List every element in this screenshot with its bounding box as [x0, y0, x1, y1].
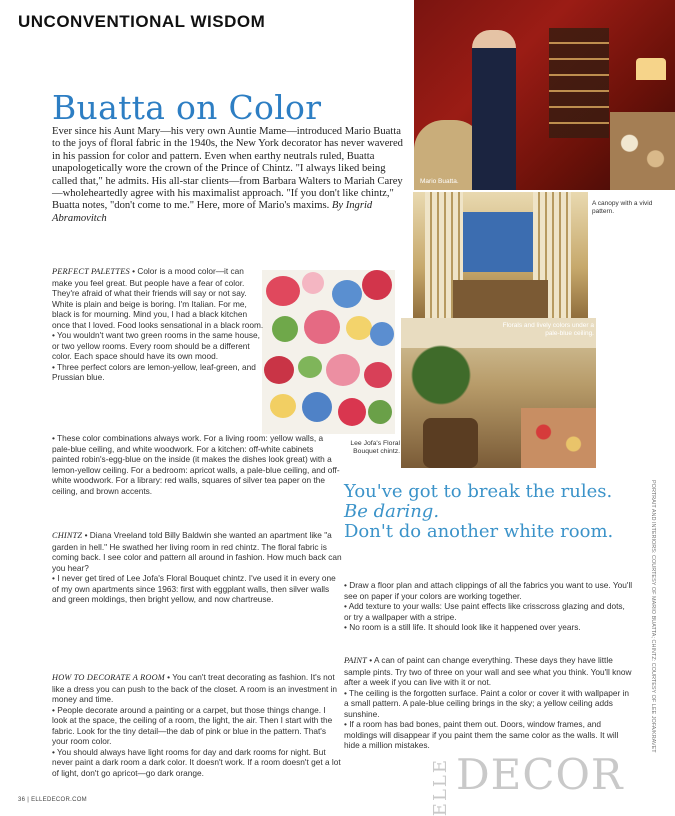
lead-chintz: CHINTZ — [52, 531, 83, 540]
canopy-caption: A canopy with a vivid pattern. — [592, 200, 653, 215]
body-column-left — [52, 266, 264, 383]
bloom-blue — [302, 392, 332, 422]
bullet-texture: • Add texture to your walls: Use paint effects like crisscross glazing and dots, or try a wallpaper with a stripe. — [344, 601, 625, 622]
bullet-bones: • If a room has bad bones, paint them out. Doors, window frames, and moldings will disappear if you paint them the same color as the walls. It will hide a million mistakes. — [344, 719, 619, 750]
lead-decorate: HOW TO DECORATE A ROOM — [52, 673, 165, 682]
bullet-perfect: • Three perfect colors are lemon-yellow, leaf-green, and Prussian blue. — [52, 361, 256, 382]
lead-palettes: PERFECT PALETTES — [52, 267, 130, 276]
headline: Buatta on Color — [52, 88, 322, 127]
body-column-right-upper — [344, 580, 634, 633]
canopy-bed — [453, 280, 548, 319]
portrait-photo — [414, 0, 675, 190]
floral-sofa — [521, 408, 596, 468]
body-column-left-full — [52, 433, 342, 496]
fabric-caption: Lee Jofa's Floral Bouquet chintz. — [350, 440, 400, 456]
body-column-left-bottom — [52, 672, 342, 778]
photo-credit-text: PORTRAIT AND INTERIORS: COURTESY OF MARIO BUATTA; CHINTZ: COURTESY OF LEE JOFA/KRAVET — [650, 480, 656, 753]
byline: By Ingrid Abramovitch — [52, 200, 373, 224]
pull-quote-line-1: You've got to break the rules. — [344, 481, 613, 502]
bullet-day: • You should always have light rooms for day and dark rooms for night. But never paint a dark room a dark color. It doesn't work. If a room doesn't get a lot of light, don't go apricot—go dark orange. — [52, 746, 341, 778]
paragraph-palettes — [52, 266, 264, 330]
room-caption: Florals and lively colors under a pale-blue ceiling. — [502, 322, 594, 337]
leaf-green — [272, 316, 298, 342]
bullet-green: • You wouldn't want two green rooms in the same house, or two yellow rooms. Every room should be a different color. Each space should have its own mood. — [52, 330, 260, 361]
bloom-red — [364, 362, 392, 388]
bloom-red — [362, 270, 392, 300]
bullet-floor: • Draw a floor plan and attach clippings of all the fabrics you want to use. You'll see on paper if your colors are working together. — [344, 580, 633, 601]
logo-elle: ELLE — [430, 758, 451, 816]
chintz-text: • Diana Vreeland told Billy Baldwin she wanted an apartment like "a garden in hell." He swathed her living room in red chintz. The floral fabric is coming back. I see color and pattern all around in fashion. How much back can you hear? — [52, 530, 342, 573]
bloom-red — [338, 398, 366, 426]
leaf-green — [368, 400, 392, 424]
paint-text: • A can of paint can change everything. These days they have little sample pints. Try two of three on your wall and see what you think. You'll know after a week if you can live with it or not. — [344, 655, 632, 687]
paragraph-chintz — [52, 530, 342, 573]
bloom-yellow — [346, 316, 372, 340]
floral-sofa — [610, 112, 675, 190]
portrait-figure — [472, 30, 516, 190]
decorate-text: • You can't treat decorating as fashion. It's not like a dress you can push to the back of the closet. A room is an investment in money and time. — [52, 672, 338, 704]
pull-quote-line-2: Be daring. — [344, 501, 440, 522]
bloom-red — [266, 276, 300, 306]
bloom-pink — [304, 310, 340, 344]
bullet-still: • No room is a still life. It should look like it happened over years. — [344, 622, 581, 632]
plant — [411, 340, 471, 410]
section-label: UNCONVENTIONAL WISDOM — [18, 12, 266, 31]
palettes-text: • Color is a mood color—it can make you feel great. But people have a fear of color. They're afraid of what their friends will say or not say. White is plain and beige is boring. I'm Italian. For me, black is for mourning. Mind you, I had a black kitchen once that I loved. Food looks sensational in a black room. — [52, 266, 264, 330]
page-folio: 36 | ELLEDECOR.COM — [18, 797, 87, 803]
pull-quote-line-3: Don't do another white room. — [344, 521, 614, 542]
intro-paragraph — [52, 126, 408, 225]
bullet-combos: • These color combinations always work. For a living room: yellow walls, a pale-blue ceiling, and white woodwork. For a kitchen: off-white cabinets painted robin's-egg-blue on the inside (it makes the dishes look great) with a lemon-yellow ceiling. For a bedroom: apricot walls, a pale-blue ceiling, and off-white woodwork. For a library: red walls, squares of silver tea paper on the ceiling, and brown accents. — [52, 433, 340, 496]
canopy-photo — [413, 192, 588, 319]
intro-text: Ever since his Aunt Mary—his very own Auntie Mame—introduced Mario Buatta to the joys of floral fabric in the 1940s, the New York decorator has never wavered in his passion for color and pattern. Even when earthy neutrals ruled, Buatta unapologetically wore the crown of the Prince of Chintz. "I always liked being called that," he admits. His all-star clients—from Barbara Walters to Mariah Carey—wholeheartedly agree with his maximalist approach. "If you don't like chintz," Buatta notes, "don't come to me." Here, more of Mario's maxims. — [52, 126, 403, 212]
lamp — [636, 58, 666, 80]
bullet-ceiling: • The ceiling is the forgotten surface. Paint a color or cover it with wallpaper in a small pattern. A pale-blue ceiling brings in the sky; a yellow ceiling adds sunshine. — [344, 687, 629, 719]
bullet-jofa: • I never get tired of Lee Jofa's Floral Bouquet chintz. I've used it in every one of my own apartments since 1963: first with eggplant walls, then silver walls and green moldings, then bright yellow, and now chartreuse. — [52, 573, 336, 604]
living-room-photo — [401, 318, 596, 468]
paragraph-paint — [344, 655, 634, 688]
bloom-pink — [326, 354, 360, 386]
round-table — [423, 418, 478, 468]
portrait-caption: Mario Buatta. — [420, 178, 459, 185]
body-column-left-lower — [52, 530, 342, 605]
paragraph-decorate — [52, 672, 342, 705]
lead-paint: PAINT — [344, 656, 367, 665]
pull-quote — [344, 482, 629, 542]
bloom-blue — [332, 280, 362, 308]
photo-credit — [648, 480, 658, 770]
bloom-pink — [302, 272, 324, 294]
bookshelf — [549, 28, 609, 138]
blue-wall — [463, 212, 533, 272]
bullet-painting: • People decorate around a painting or a carpet, but those things change. I look at the space, the ceiling of a room, the light, the air. Then I start with the fabric. Look for the tiny detail—the dab of pink or blue in the pattern. That's your room color. — [52, 704, 333, 746]
chintz-swatch — [262, 270, 395, 434]
bloom-blue — [370, 322, 394, 346]
leaf-green — [298, 356, 322, 378]
body-column-right-lower — [344, 655, 634, 751]
bloom-yellow — [270, 394, 296, 418]
bloom-red — [264, 356, 294, 384]
logo-decor: DECOR — [456, 750, 624, 799]
